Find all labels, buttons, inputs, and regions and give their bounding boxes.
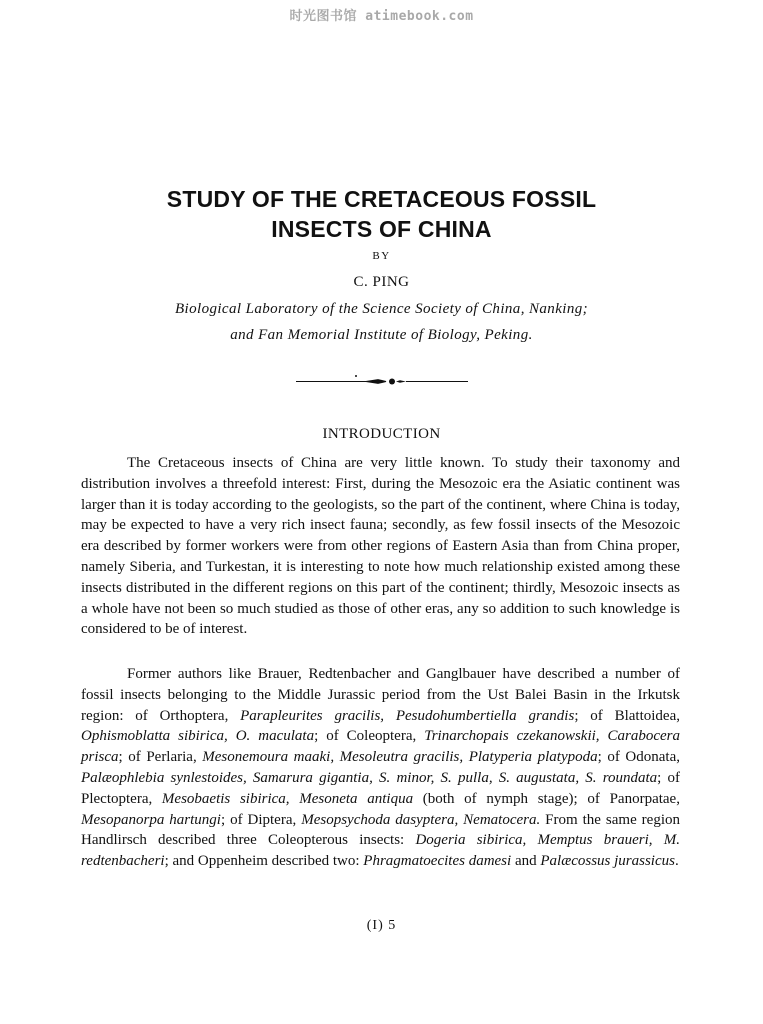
text-run: From the same region Handlirsch described three Coleopterous insects: xyxy=(81,811,681,849)
author-name: C. PING xyxy=(353,274,410,290)
text-run: ; of Diptera, xyxy=(220,811,302,828)
text-run: ; of Blattoidea, xyxy=(574,707,680,724)
text-run: ; and Oppenheim described two: xyxy=(164,853,364,870)
paragraph-text xyxy=(81,664,680,872)
page-number: (I) 5 xyxy=(366,918,397,933)
ornament-divider-icon xyxy=(296,373,468,389)
section-heading: INTRODUCTION xyxy=(322,426,441,442)
text-run: and xyxy=(511,853,541,870)
taxon-names: Trinarchopais czekanowskii, Carabocera prisca xyxy=(81,728,680,766)
affiliation-line-2: and Fan Memorial Institute of Biology, Peking. xyxy=(230,327,533,343)
intro-paragraph-1 xyxy=(81,453,680,640)
by-line: BY xyxy=(372,250,391,262)
text-run: ; of Perlaria, xyxy=(118,749,203,766)
taxon-names: Mesopanorpa hartungi xyxy=(81,811,221,828)
paragraph-text: The Cretaceous insects of China are very little known. To study their taxonomy and distribution involves a threefold interest: First, during the Mesozoic era the Asiatic continent was larger than it is today according to the geologists, so the part of the continent, where China is today, may be expected to have a very rich insect fauna; secondly, as few fossil insects of the Mesozoic era described by former workers were from other regions of Eastern Asia than from China proper, namely Siberia, and Turkestan, it is interesting to note how much relationship existed among these insects distributed in the different regions on this part of the continent; thirdly, Mesozoic insects as a whole have not been so much studied as those of other eras, any so addition to such knowledge is considered to be of interest. xyxy=(81,455,680,638)
taxon-names: Mesopsychoda dasyptera, Nematocera. xyxy=(301,811,541,828)
text-run: . xyxy=(674,853,679,870)
watermark: 时光图书馆 atimebook.com xyxy=(289,9,474,24)
taxon-names: Mesonemoura maaki, Mesoleutra gracilis, Platyperia platypoda xyxy=(202,749,598,766)
text-run: Former authors like Brauer, Redtenbacher and Ganglbauer have described a number of fossil insects belonging to the Middle Jurassic period from the Ust Balei Basin in the Irkutsk region: of Orthoptera, xyxy=(81,666,680,724)
affiliation-line-1: Biological Laboratory of the Science Society of China, Nanking; xyxy=(174,301,589,317)
text-run: ; of Plectoptera, xyxy=(81,769,680,807)
taxon-names: Parapleurites gracilis, Pesudohumbertiella grandis xyxy=(240,707,575,724)
taxon-names: Palæcossus jurassicus xyxy=(540,853,675,870)
taxon-names: Ophismoblatta sibirica, O. maculata xyxy=(81,728,315,745)
text-run: ; of Odonata, xyxy=(597,749,680,766)
text-run: ; of Coleoptera, xyxy=(314,728,425,745)
taxon-names: Dogeria sibirica, Memptus braueri, M. redtenbacheri xyxy=(81,832,680,870)
intro-paragraph-2 xyxy=(81,664,680,872)
taxon-names: Mesobaetis sibirica, Mesoneta antiqua xyxy=(161,790,414,807)
taxon-names: Phragmatoecites damesi xyxy=(363,853,512,870)
title-line-1: STUDY OF THE CRETACEOUS FOSSIL xyxy=(166,186,597,212)
title-line-2: INSECTS OF CHINA xyxy=(271,216,492,242)
page-title xyxy=(0,184,763,244)
text-run: (both of nymph stage); of Panorpatae, xyxy=(413,790,680,807)
taxon-names: Palæophlebia synlestoides, Samarura gigantia, S. minor, S. pulla, S. augustata, S. roundata xyxy=(81,769,658,786)
